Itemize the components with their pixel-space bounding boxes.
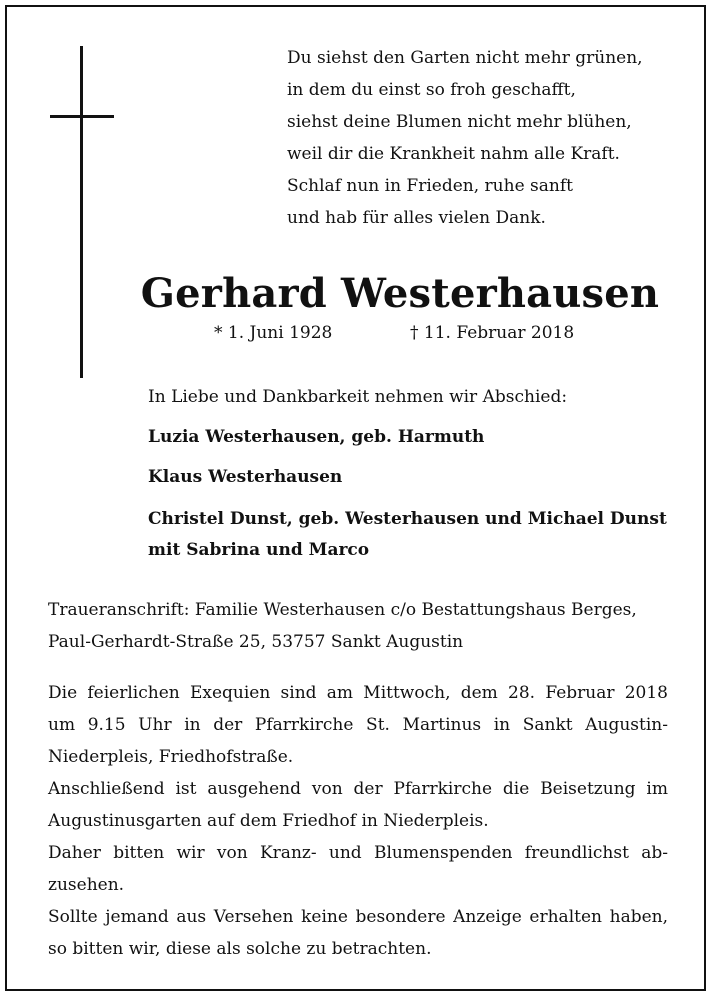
service-line: um 9.15 Uhr in der Pfarrkirche St. Martinus in Sankt Augustin- (48, 715, 668, 735)
mourning-address (48, 594, 637, 658)
poem-line: siehst deine Blumen nicht mehr blühen, (287, 112, 632, 132)
death-date: † 11. Februar 2018 (410, 323, 575, 343)
poem-line: Schlaf nun in Frieden, ruhe sanft (287, 176, 573, 196)
service-line: Daher bitten wir von Kranz- und Blumenspenden freundlichst ab- (48, 843, 668, 863)
mourner-name: Christel Dunst, geb. Westerhausen und Michael Dunst (148, 509, 667, 529)
cross-horizontal-bar (50, 115, 114, 118)
address-line: Traueranschrift: Familie Westerhausen c/o Bestattungshaus Berges, (48, 600, 637, 620)
service-line: Niederpleis, Friedhofstraße. (48, 747, 294, 767)
birth-date: * 1. Juni 1928 (214, 323, 333, 343)
service-line: Sollte jemand aus Versehen keine besondere Anzeige erhalten haben, (48, 907, 668, 927)
deceased-name: Gerhard Westerhausen (140, 270, 660, 317)
poem-line: und hab für alles vielen Dank. (287, 208, 546, 228)
mourner-name: mit Sabrina und Marco (148, 540, 370, 560)
service-line: zusehen. (48, 875, 125, 895)
service-details (48, 677, 668, 965)
poem-line: weil dir die Krankheit nahm alle Kraft. (287, 144, 620, 164)
mourner-name: Luzia Westerhausen, geb. Harmuth (148, 427, 485, 447)
service-line: so bitten wir, diese als solche zu betrachten. (48, 939, 432, 959)
poem-line: in dem du einst so froh geschafft, (287, 80, 576, 100)
service-line: Die feierlichen Exequien sind am Mittwoch, dem 28. Februar 2018 (48, 683, 668, 703)
cross-vertical-bar (80, 46, 83, 378)
service-line: Anschließend ist ausgehend von der Pfarrkirche die Beisetzung im (48, 779, 668, 799)
address-line: Paul-Gerhardt-Straße 25, 53757 Sankt Augustin (48, 632, 464, 652)
service-line: Augustinusgarten auf dem Friedhof in Niederpleis. (48, 811, 489, 831)
mourner-name: Klaus Westerhausen (148, 467, 343, 487)
poem-line: Du siehst den Garten nicht mehr grünen, (287, 48, 643, 68)
poem (287, 42, 643, 234)
farewell-line: In Liebe und Dankbarkeit nehmen wir Abschied: (148, 387, 568, 407)
